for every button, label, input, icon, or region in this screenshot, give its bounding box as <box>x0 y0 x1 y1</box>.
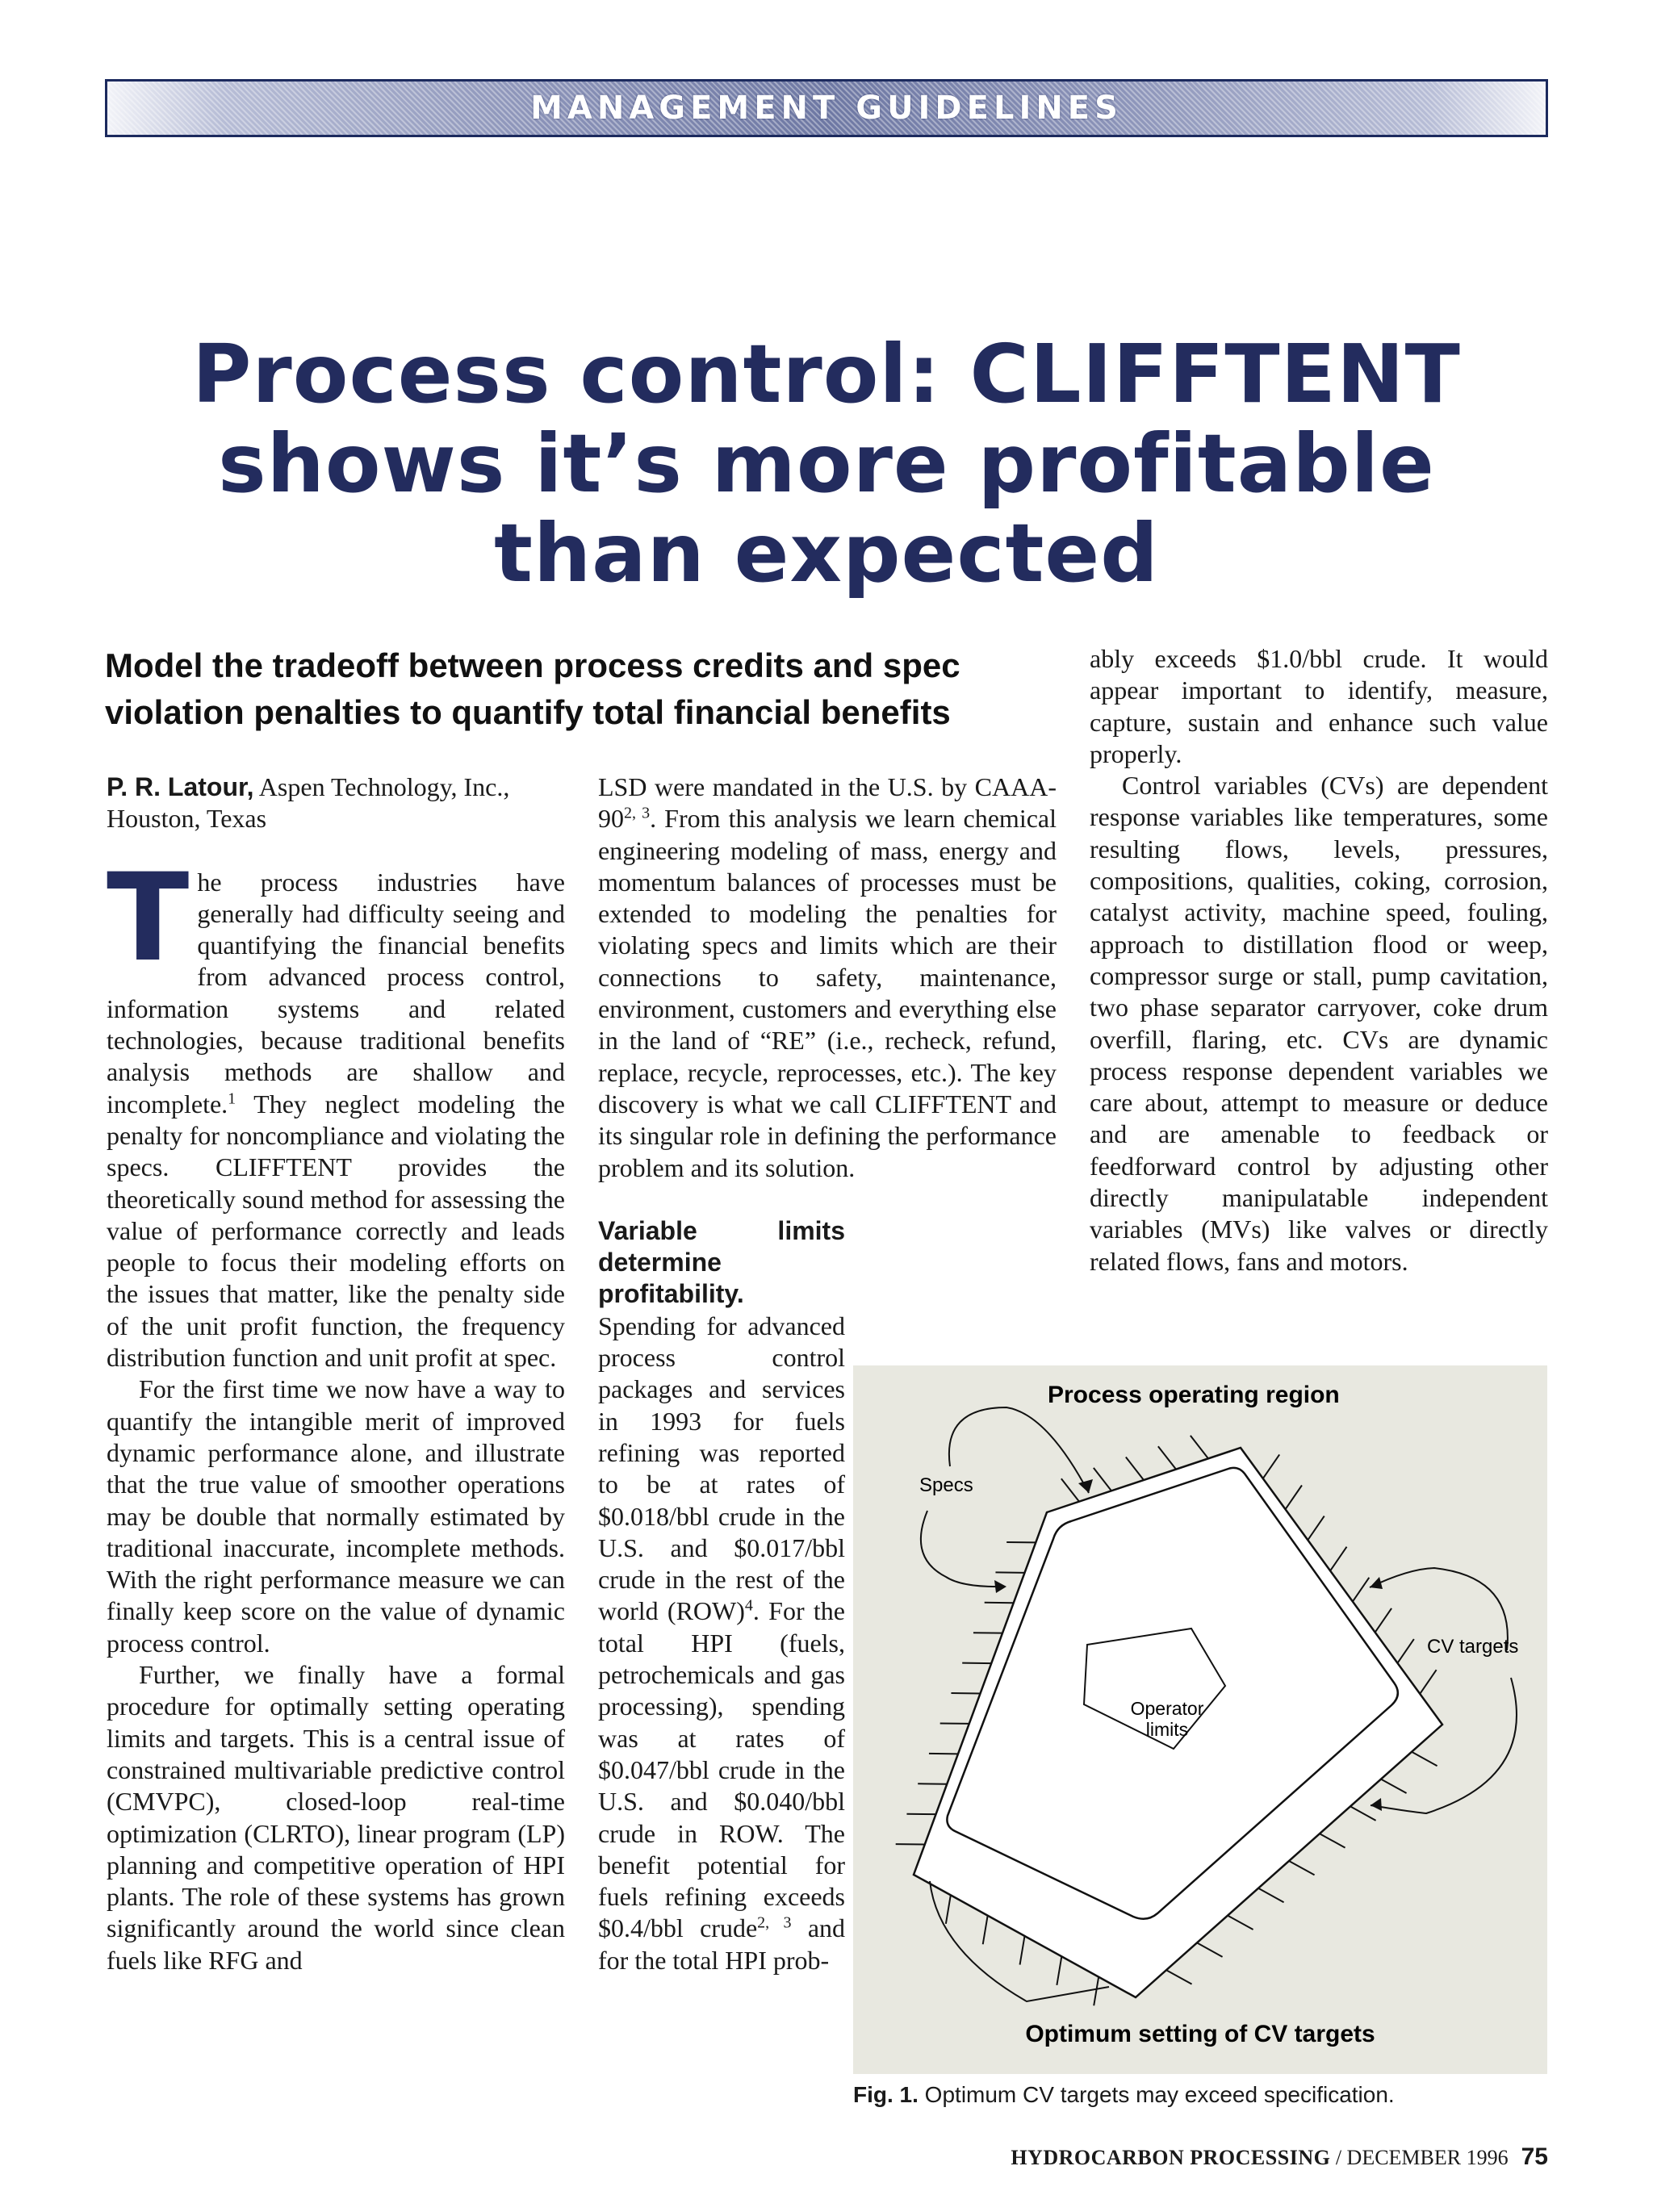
specs-label: Specs <box>919 1474 973 1496</box>
spec-tick <box>1350 1806 1376 1820</box>
figure-1 <box>853 1365 1547 2074</box>
spec-tick <box>1308 1516 1324 1541</box>
section-subhead: Variable limits determine profitability. <box>598 1215 845 1309</box>
spec-tick <box>1191 1436 1208 1458</box>
spec-tick <box>1126 1457 1144 1480</box>
spec-tick <box>1094 1468 1111 1491</box>
text-column-1 <box>107 771 565 1976</box>
figure-top-label: Process operating region <box>1048 1382 1340 1408</box>
paragraph: For the first time we now have a way to quantify the intangible merit of improved dynamic performance alone, and illustrate that the true value of smoother operations may be double that normally estimated by traditional inaccurate, incomplete methods. With the right performance measure we can finally keep score on the value of dynamic process control. <box>107 1374 565 1658</box>
spec-tick <box>1158 1446 1176 1469</box>
paragraph-text: . For the total HPI (fuels, petrochemicals and gas processing), spending was at rates of $0.047/bbl crude in the U.S. and $0.040/bbl crude in ROW. The benefit potential for fuels refining exceeds $0.4/bbl crude <box>598 1596 846 1943</box>
paragraph-text: They neglect modeling the penalty for noncompliance and violating the specs. CLIFFTENT provides the theoretically sound method for assessing the value of performance correctly and leads people to focus their modeling efforts on the issues that matter, like the penalty side of the unit profit function, the frequency distribution function and unit profit at spec. <box>107 1089 565 1373</box>
drop-cap: T <box>107 847 190 989</box>
paragraph: Further, we finally have a formal procedure for optimally setting operating limits and targets. This is a central issue of constrained multivariable predictive control (CMVPC), closed-loop real-time optimization (CLRTO), linear program (LP) planning and competitive operation of HPI plants. The role of these systems has grown significantly around the world since clean fuels like RFG and <box>107 1660 565 1975</box>
article-deck: Model the tradeoff between process credits and spec violation penalties to quantify total financial benefits <box>105 646 960 731</box>
spec-tick <box>1412 1752 1437 1766</box>
spec-tick <box>1330 1547 1346 1571</box>
spec-tick <box>1020 1936 1025 1965</box>
paragraph: Control variables (CVs) are dependent response variables like temperatures, some resulting flows, levels, pressures, compositions, qualities, coking, corrosion, catalyst activity, machine speed, fouling, approach to distillation flood or weep, compressor surge or stall, pump cavitation, two phase separator carryover, coke drum overfill, flaring, etc. CVs are dynamic process response dependent variables we care about, attempt to measure or deduce and are amenable to feedback or feedforward control by adjusting other directly manipulatable independent variables (MVs) like valves or directly related flows, fans and motors. <box>1090 771 1548 1276</box>
spec-tick <box>1420 1670 1436 1694</box>
spec-tick <box>1258 1888 1284 1902</box>
reference-marker: 2, 3 <box>624 804 651 822</box>
spec-tick <box>1263 1454 1279 1478</box>
publication-name: HYDROCARBON PROCESSING <box>1011 2146 1331 2169</box>
spec-tick <box>1061 1478 1079 1501</box>
byline <box>107 771 565 835</box>
spec-tick <box>1381 1779 1407 1793</box>
issue-date: / DECEMBER 1996 <box>1330 2146 1509 2169</box>
figure-number: Fig. 1. <box>853 2082 919 2107</box>
spec-tick <box>1320 1834 1345 1847</box>
article-title <box>105 329 1548 598</box>
caption-text: Optimum CV targets may exceed specification. <box>918 2082 1395 2107</box>
paragraph-text: and for the total HPI prob- <box>598 1913 846 1975</box>
title-line-2: shows it’s more profitable <box>218 416 1435 511</box>
spec-tick <box>1286 1485 1302 1509</box>
text-column-3 <box>1090 643 1548 1277</box>
page-footer <box>1011 2143 1548 2171</box>
title-line-3: than expected <box>494 506 1159 600</box>
author-name: P. R. Latour, <box>107 772 254 801</box>
author-affiliation: Aspen Technology, Inc., Houston, Texas <box>107 772 510 834</box>
spec-tick <box>1353 1578 1369 1602</box>
reference-marker: 2, 3 <box>757 1913 792 1932</box>
paragraph-text: he process industries have generally had difficulty seeing and quantifying the financial benefits from advanced process control, information systems and related technologies, because traditional benefits analysis methods are shallow and incomplete. <box>107 867 565 1119</box>
operator-label-line-1: Operator <box>1130 1698 1204 1719</box>
title-line-1: Process control: CLIFFTENT <box>192 327 1461 421</box>
paragraph: ably exceeds $1.0/bbl crude. It would appear important to identify, measure, capture, sustain and enhance such value properly. <box>1090 644 1548 768</box>
spec-tick <box>983 1916 988 1945</box>
spec-tick <box>1166 1970 1192 1984</box>
operator-label-line-2: limits <box>1145 1719 1189 1740</box>
spec-tick <box>1375 1608 1391 1633</box>
operating-region-diagram <box>853 1365 1547 2074</box>
page-number: 75 <box>1521 2143 1548 2170</box>
paragraph-text: LSD were mandated in the U.S. by CAAA-90 <box>598 772 1057 834</box>
spec-tick <box>946 1895 951 1924</box>
figure-bottom-label: Optimum setting of CV targets <box>1025 2021 1375 2047</box>
spec-tick <box>1094 1977 1099 2006</box>
cv-targets-label: CV targets <box>1427 1636 1519 1658</box>
section-banner-label: MANAGEMENT GUIDELINES <box>530 90 1123 127</box>
spec-tick <box>1197 1942 1223 1956</box>
paragraph-text: Spending for advanced process control packages and services in 1993 for fuels refining was reported to be at rates of $0.018/bbl crude in the U.S. and $0.017/bbl crude in the rest of the world (ROW) <box>598 1311 845 1626</box>
spec-tick <box>1057 1956 1061 1985</box>
figure-caption <box>853 2080 1563 2110</box>
spec-tick <box>1228 1916 1253 1930</box>
section-banner <box>105 79 1548 137</box>
spec-tick <box>1289 1861 1315 1875</box>
reference-marker: 4 <box>744 1596 753 1615</box>
spec-tick <box>1397 1639 1413 1663</box>
paragraph <box>598 771 1057 1184</box>
paragraph <box>107 847 565 1374</box>
reference-marker: 1 <box>228 1089 236 1108</box>
paragraph-text: . From this analysis we learn chemical engineering modeling of mass, energy and momentum balances of processes must be extended to modeling the penalties for violating specs and limits which are their connections to safety, maintenance, environment, customers and everything else in the land of “RE” (i.e., recheck, refund, replace, recycle, reprocesses, etc.). The key discovery is what we call CLIFFTENT and its singular role in defining the performance problem and its solution. <box>598 804 1057 1182</box>
